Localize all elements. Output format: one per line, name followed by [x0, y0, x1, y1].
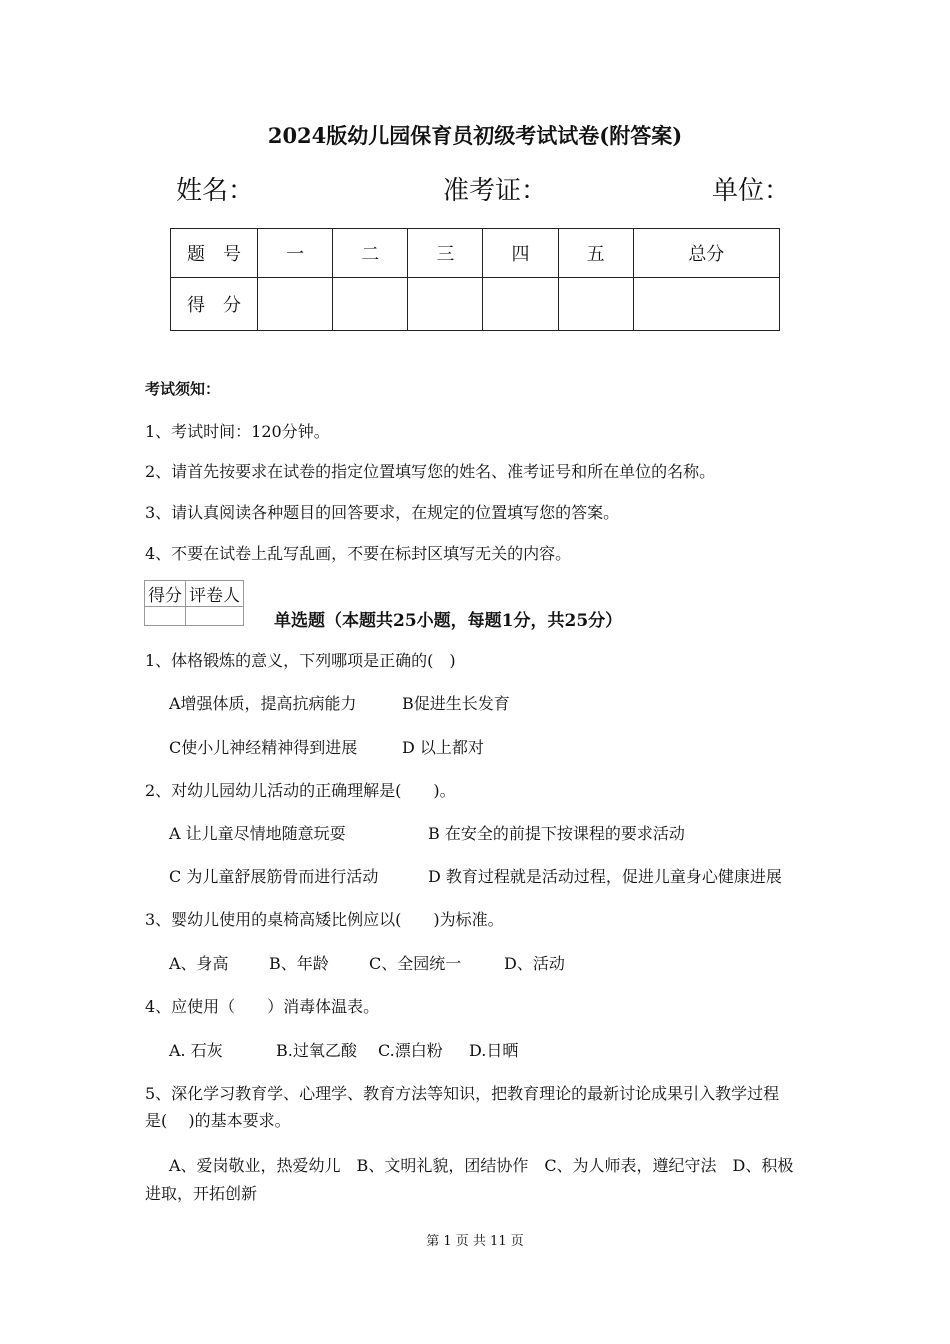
score-table-cell: 得 分 [171, 278, 258, 331]
notice-item: 1、考试时间：120分钟。 [145, 422, 330, 441]
unit-label: 单位： [712, 176, 791, 206]
score-table [170, 228, 780, 331]
answer-option: B.过氧乙酸 [276, 1041, 357, 1060]
score-input-cell[interactable] [633, 278, 779, 331]
score-table-score-row [171, 278, 780, 331]
answer-option: B 在安全的前提下按课程的要求活动 [428, 824, 685, 843]
answer-option: A、身高 [169, 954, 229, 973]
grader-score-label: 得分 [145, 581, 186, 607]
score-table-cell: 三 [408, 229, 483, 278]
score-table-cell: 五 [558, 229, 633, 278]
notice-heading: 考试须知： [145, 380, 221, 398]
score-input-cell[interactable] [258, 278, 333, 331]
grader-name-label: 评卷人 [186, 581, 244, 607]
score-input-cell[interactable] [483, 278, 558, 331]
score-table-cell: 题 号 [171, 229, 258, 278]
exam-id-label: 准考证： [443, 176, 548, 206]
answer-options-line: 进取，开拓创新 [145, 1184, 258, 1203]
question-stem: 4、应使用（ ）消毒体温表。 [145, 997, 380, 1016]
answer-option: D.日晒 [469, 1041, 519, 1060]
score-input-cell[interactable] [333, 278, 408, 331]
notice-item: 3、请认真阅读各种题目的回答要求，在规定的位置填写您的答案。 [145, 503, 620, 522]
answer-option: D 以上都对 [402, 738, 484, 757]
notice-item: 2、请首先按要求在试卷的指定位置填写您的姓名、准考证号和所在单位的名称。 [145, 462, 716, 481]
score-table-cell: 总分 [633, 229, 779, 278]
score-table-cell: 四 [483, 229, 558, 278]
score-input-cell[interactable] [408, 278, 483, 331]
answer-options-line: A、爱岗敬业，热爱幼儿 B、文明礼貌，团结协作 C、为人师表，遵纪守法 D、积极 [169, 1156, 794, 1175]
answer-option: C.漂白粉 [378, 1041, 443, 1060]
answer-option: D 教育过程就是活动过程，促进儿童身心健康进展 [428, 867, 782, 886]
score-table-cell: 二 [333, 229, 408, 278]
answer-option: A. 石灰 [169, 1041, 223, 1060]
section-heading: 单选题（本题共25小题，每题1分，共25分） [274, 611, 623, 631]
question-stem: 5、深化学习教育学、心理学、教育方法等知识，把教育理论的最新讨论成果引入教学过程 [145, 1084, 780, 1103]
name-label: 姓名： [176, 176, 255, 206]
answer-option: B促进生长发育 [402, 694, 510, 713]
question-stem: 2、对幼儿园幼儿活动的正确理解是( )。 [145, 781, 456, 800]
answer-option: D、活动 [504, 954, 565, 973]
page-footer: 第 1 页 共 11 页 [426, 1234, 524, 1249]
notice-item: 4、不要在试卷上乱写乱画，不要在标封区填写无关的内容。 [145, 544, 572, 563]
question-stem: 是( )的基本要求。 [145, 1111, 291, 1130]
answer-option: B、年龄 [269, 954, 329, 973]
grader-box [144, 580, 244, 626]
answer-option: A增强体质，提高抗病能力 [169, 694, 357, 713]
question-stem: 3、婴幼儿使用的桌椅高矮比例应以( )为标准。 [145, 910, 504, 929]
grader-score-cell[interactable] [145, 607, 186, 626]
score-table-header-row [171, 229, 780, 278]
score-input-cell[interactable] [558, 278, 633, 331]
question-stem: 1、体格锻炼的意义，下列哪项是正确的( ) [145, 651, 456, 670]
answer-option: C、全园统一 [369, 954, 462, 973]
answer-option: C 为儿童舒展筋骨而进行活动 [169, 867, 379, 886]
answer-option: C使小儿神经精神得到进展 [169, 738, 358, 757]
answer-option: A 让儿童尽情地随意玩耍 [169, 824, 346, 843]
exam-title: 2024版幼儿园保育员初级考试试卷(附答案) [267, 123, 683, 148]
score-table-cell: 一 [258, 229, 333, 278]
grader-name-cell[interactable] [186, 607, 244, 626]
